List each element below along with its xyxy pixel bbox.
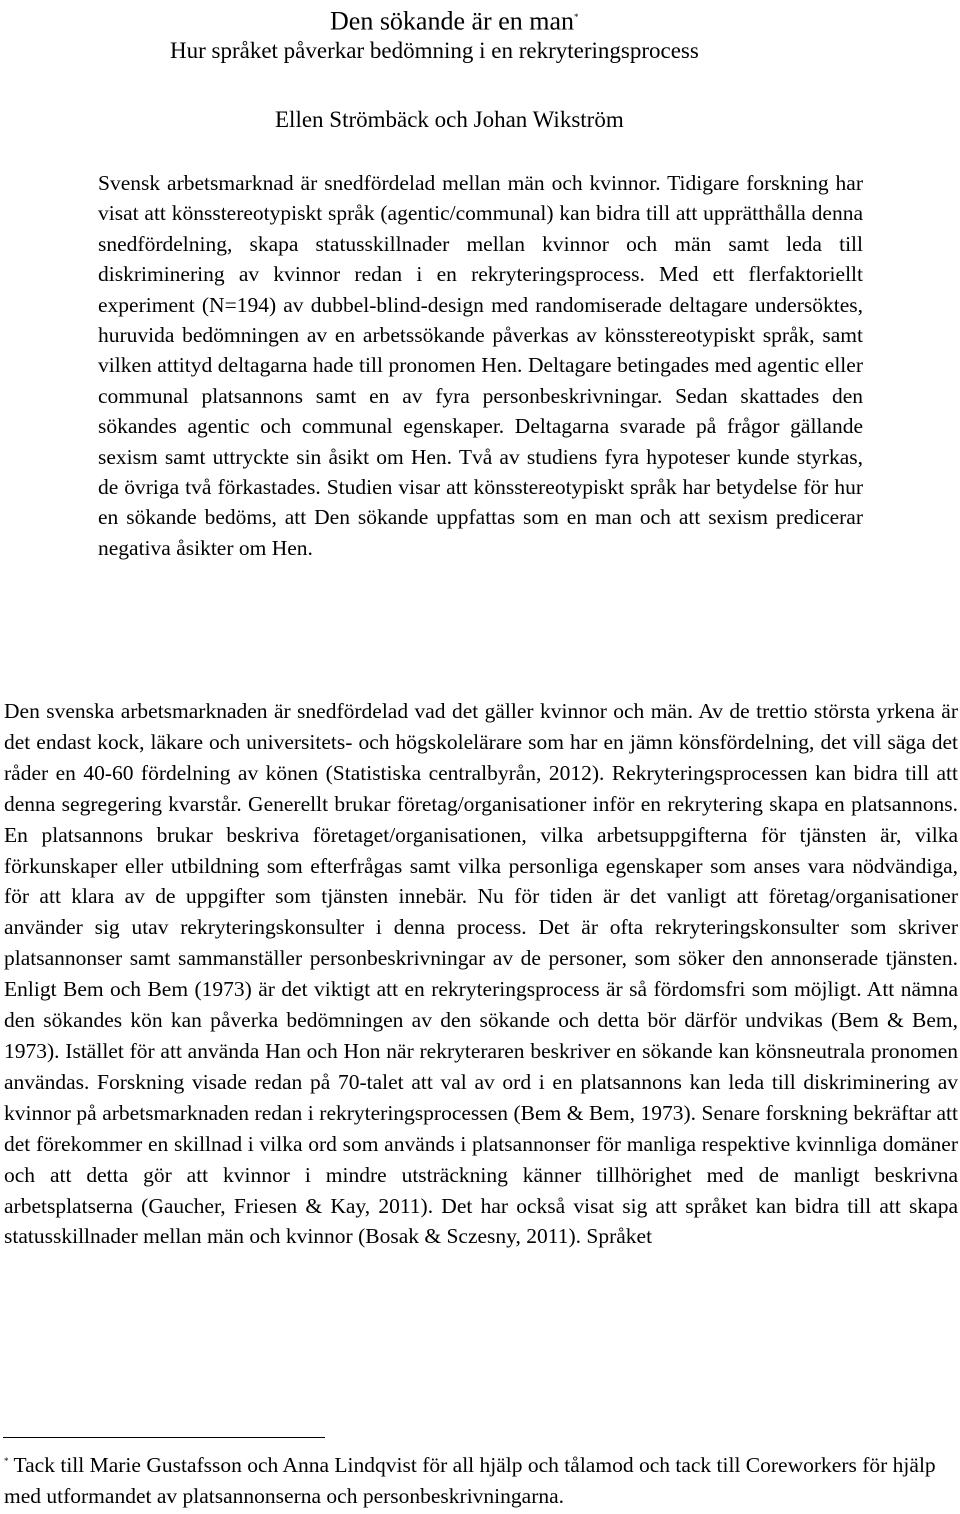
footnote-marker: * — [4, 1456, 9, 1466]
footnote-text: Tack till Marie Gustafsson och Anna Lindqvist för all hjälp och tålamod och tack till Coreworkers för hjälp med utformandet av platsannonserna och personbeskrivningarna. — [4, 1453, 936, 1508]
title-footnote-marker: * — [574, 12, 579, 22]
body-paragraph: Den svenska arbetsmarknaden är snedfördelad vad det gäller kvinnor och män. Av de trettio största yrkena är det endast kock, läkare och universitets- och högskolelärare som har en jämn könsfördelning, det vill säga det råder en 40-60 fördelning av könen (Statistiska centralbyrån, 2012). Rekryteringsprocessen kan bidra till att denna segregering kvarstår. Generellt brukar företag/organisationer inför en rekrytering skapa en platsannons. En platsannons brukar beskriva företaget/organisationen, vilka arbetsuppgifterna för tjänsten är, vilka förkunskaper eller utbildning som efterfrågas samt vilka personliga egenskaper som anses vara nödvändiga, för att klara av de uppgifter som tjänsten innebär. Nu för tiden är det vanligt att företag/organisationer använder sig utav rekryteringskonsulter i denna process. Det är ofta rekryteringskonsulter som skriver platsannonser samt sammanställer personbeskrivningar av de personer, som söker den annonserade tjänsten. Enligt Bem och Bem (1973) är det viktigt att en rekryteringsprocess är så fördomsfri som möjligt. Att nämna den sökandes kön kan påverka bedömningen av den sökande och detta bör därför undvikas (Bem & Bem, 1973). Istället för att använda Han och Hon när rekryteraren beskriver en sökande kan könsneutrala pronomen användas. Forskning visade redan på 70-talet att val av ord i en platsannons kan leda till diskriminering av kvinnor på arbetsmarknaden redan i rekryteringsprocessen (Bem & Bem, 1973). Senare forskning bekräftar att det förekommer en skillnad i vilka ord som används i platsannonser för manliga respektive kvinnliga domäner och att detta gör att kvinnor i mindre utsträckning känner tillhörighet med de manligt beskrivna arbetsplatserna (Gaucher, Friesen & Kay, 2011). Det har också visat sig att språket kan bidra till att skapa statusskillnader mellan män och kvinnor (Bosak & Sczesny, 2011). Språket — [4, 699, 958, 1249]
footnote — [4, 1446, 958, 1511]
paper-subtitle: Hur språket påverkar bedömning i en rekryteringsprocess — [170, 38, 699, 63]
author-line: Ellen Strömbäck och Johan Wikström — [275, 107, 624, 132]
footnote-divider — [3, 1437, 325, 1438]
paper-title — [330, 2, 579, 37]
paper-title-text: Den sökande är en man — [330, 6, 575, 36]
abstract: Svensk arbetsmarknad är snedfördelad mellan män och kvinnor. Tidigare forskning har visat att könsstereotypiskt språk (agentic/communal) kan bidra till att upprätthålla denna snedfördelning, skapa statusskillnader mellan kvinnor och män samt leda till diskriminering av kvinnor redan i en rekryteringsprocess. Med ett flerfaktoriellt experiment (N=194) av dubbel-blind-design med randomiserade deltagare undersöktes, huruvida bedömningen av en arbetssökande påverkas av könsstereotypiskt språk, samt vilken attityd deltagarna hade till pronomen Hen. Deltagare betingades med agentic eller communal platsannons samt en av fyra personbeskrivningar. Sedan skattades den sökandes agentic och communal egenskaper. Deltagarna svarade på frågor gällande sexism samt uttryckte sin åsikt om Hen. Två av studiens fyra hypoteser kunde styrkas, de övriga två förkastades. Studien visar att könsstereotypiskt språk har betydelse för hur en sökande bedöms, att Den sökande uppfattas som en man och att sexism predicerar negativa åsikter om Hen. — [98, 171, 863, 560]
